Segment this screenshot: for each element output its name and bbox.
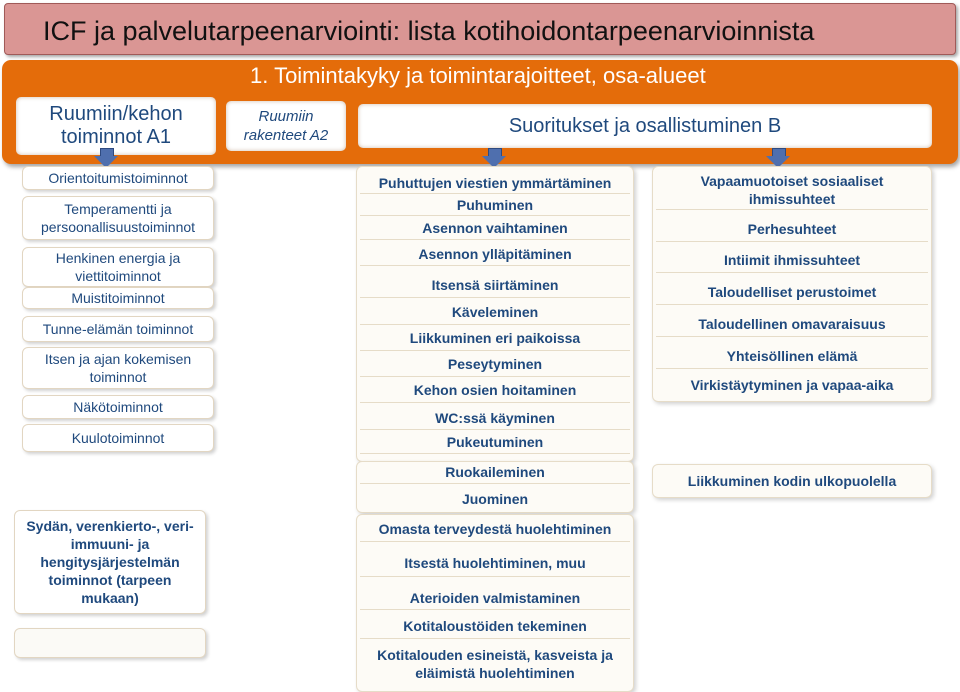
b-item: Juominen <box>461 491 529 507</box>
b-item: Liikkuminen eri paikoissa <box>360 325 630 351</box>
b-item: Itsestä huolehtiminen, muu <box>360 549 630 577</box>
b-item: Pukeutuminen <box>360 430 630 454</box>
a1-item: Näkötoiminnot <box>22 395 214 419</box>
b-item: Ruokaileminen <box>360 460 630 484</box>
a1-item: Henkinen energia ja viettitoiminnot <box>22 247 214 287</box>
a1-item-cardio: Sydän, verenkierto-, veri-immuuni- ja hengitysjärjestelmän toiminnot (tarpeen mukaan) <box>14 510 206 614</box>
b-right-item: Liikkuminen kodin ulkopuolella <box>687 473 897 489</box>
category-a1-box: Ruumiin/kehon toiminnot A1 <box>16 97 216 155</box>
b-right-item: Perhesuhteet <box>656 216 928 242</box>
a1-item: Kuulotoiminnot <box>22 424 214 452</box>
b-item: Käveleminen <box>360 299 630 325</box>
a1-item: Itsen ja ajan kokemisen toiminnot <box>22 347 214 389</box>
b-item: Omasta terveydestä huolehtiminen <box>360 516 630 542</box>
b-item: Kotitalouden esineistä, kasveista ja eläimistä huolehtiminen <box>377 647 613 681</box>
a1-item: Muistitoiminnot <box>22 287 214 309</box>
b-item: Kotitaloustöiden tekeminen <box>360 613 630 639</box>
b-item: Puhuminen <box>360 194 630 216</box>
a1-item: Orientoitumistoiminnot <box>22 166 214 190</box>
title-bar <box>4 3 956 55</box>
b-item: Puhuttujen viestien ymmärtäminen <box>360 172 630 194</box>
b-item: Itsensä siirtäminen <box>360 272 630 298</box>
b-right-item: Vapaamuotoiset sosiaaliset ihmissuhteet <box>656 170 928 210</box>
b-item: WC:ssä käyminen <box>360 406 630 430</box>
b-item: Kehon osien hoitaminen <box>360 377 630 403</box>
b-right-item: Taloudelliset perustoimet <box>656 279 928 305</box>
b-right-item: Virkistäytyminen ja vapaa-aika <box>690 377 894 393</box>
page-title: ICF ja palvelutarpeenarviointi: lista kotihoidontarpeenarvioinnista <box>43 16 815 46</box>
category-a2-box: Ruumiin rakenteet A2 <box>226 101 346 151</box>
section-subtitle: 1. Toimintakyky ja toimintarajoitteet, osa-alueet <box>250 63 706 88</box>
b-item: Asennon vaihtaminen <box>360 216 630 240</box>
b-right-item: Intiimit ihmissuhteet <box>656 247 928 273</box>
b-right-item: Yhteisöllinen elämä <box>656 343 928 369</box>
b-item: Peseytyminen <box>360 351 630 377</box>
a1-item: Tunne-elämän toiminnot <box>22 316 214 342</box>
b-item: Asennon ylläpitäminen <box>360 242 630 266</box>
b-item: Aterioiden valmistaminen <box>360 586 630 610</box>
a1-item: Temperamentti ja persoonallisuustoiminnot <box>22 196 214 240</box>
b-right-item: Taloudellinen omavaraisuus <box>656 311 928 337</box>
category-b-box: Suoritukset ja osallistuminen B <box>358 104 932 148</box>
a1-item-empty <box>14 628 206 658</box>
